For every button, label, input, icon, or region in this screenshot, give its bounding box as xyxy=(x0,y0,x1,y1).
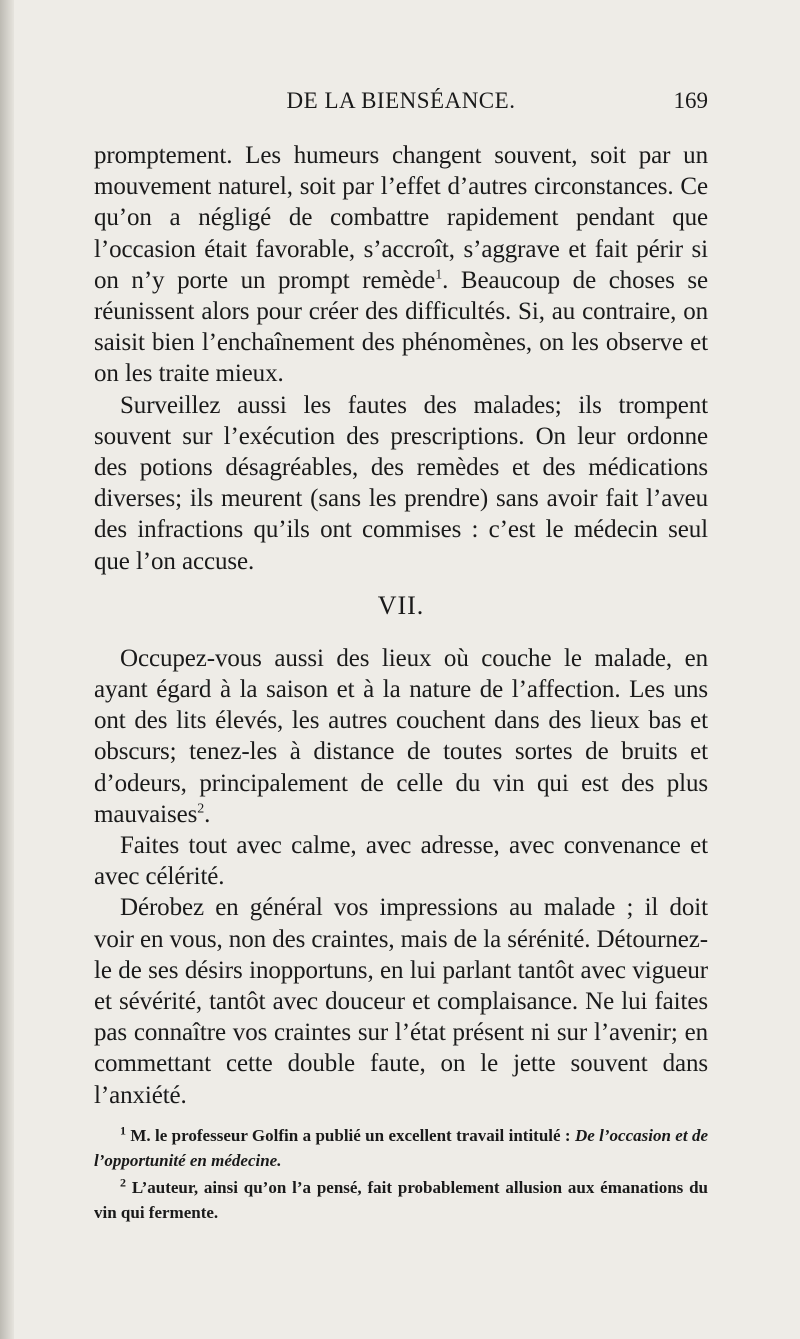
footnote-1-text: M. le professeur Golfin a publié un excellent travail intitulé : xyxy=(130,1125,575,1145)
paragraph-5: Dérobez en général vos impressions au malade ; il doit voir en vous, non des craintes, mais de la sérénité. Détournez-le de ses désirs inopportuns, en lui parlant tantôt avec vigueur et sévérité, tantôt avec douceur et complaisance. Ne lui faites pas connaître vos craintes sur l’état présent ni sur l’avenir; en commettant cette double faute, on le jette souvent dans l’anxiété. xyxy=(94,894,708,1109)
paragraph-2: Surveillez aussi les fautes des malades; ils trompent souvent sur l’exécution des prescriptions. On leur ordonne des potions désagréables, des remèdes et des médications diverses; ils meurent (sans les prendre) sans avoir fait l’aveu des infractions qu’ils ont commises : c’est le médecin seul que l’on accuse. xyxy=(94,391,708,575)
footnote-2 xyxy=(94,1175,708,1225)
running-title: DE LA BIENSÉANCE. xyxy=(286,88,516,113)
page-number: 169 xyxy=(673,88,708,113)
paragraph-3-part-a: Occupez-vous aussi des lieux où couche le malade, en ayant égard à la saison et à la nature de l’affection. Les uns ont des lits élevés, les autres couchent dans des lieux bas et obscurs; tenez-les à distance de toutes sortes de bruits et d’odeurs, principalement de celle du vin qui est des plus mauvaises xyxy=(94,644,708,828)
paragraph-3 xyxy=(94,643,708,830)
footnotes xyxy=(94,1123,708,1225)
footnote-2-number: 2 xyxy=(120,1175,126,1190)
paragraph-1 xyxy=(94,140,708,390)
paragraph-1-part-b: . Beaucoup de choses se réunissent alors pour créer des difficultés. Si, au contraire, on saisit bien l’enchaînement des phénomènes, on les observe et on les traite mieux. xyxy=(94,266,708,388)
footnote-1-number: 1 xyxy=(120,1123,126,1138)
footnote-1 xyxy=(94,1123,708,1173)
footnote-1-italic-title: De l’occasion et de l’opportunité en médecine. xyxy=(94,1125,708,1170)
paragraph-1-part-a: promptement. Les humeurs changent souvent, soit par un mouvement naturel, soit par l’effet d’autres circonstances. Ce qu’on a négligé de combattre rapidement pendant que l’occasion était favorable, s’accroît, s’aggrave et fait périr si on n’y porte un prompt remède xyxy=(94,142,708,294)
footnote-ref-1: 1 xyxy=(435,267,443,283)
paragraph-3-part-b: . xyxy=(204,800,211,828)
footnote-2-text: L’auteur, ainsi qu’on l’a pensé, fait probablement allusion aux émanations du vin qui fermente. xyxy=(94,1177,709,1222)
paragraph-4: Faites tout avec calme, avec adresse, avec convenance et avec célérité. xyxy=(94,832,708,891)
section-heading: VII. xyxy=(377,590,425,620)
running-head xyxy=(94,88,708,124)
footnote-ref-2: 2 xyxy=(197,801,205,817)
main-text xyxy=(94,140,708,1225)
